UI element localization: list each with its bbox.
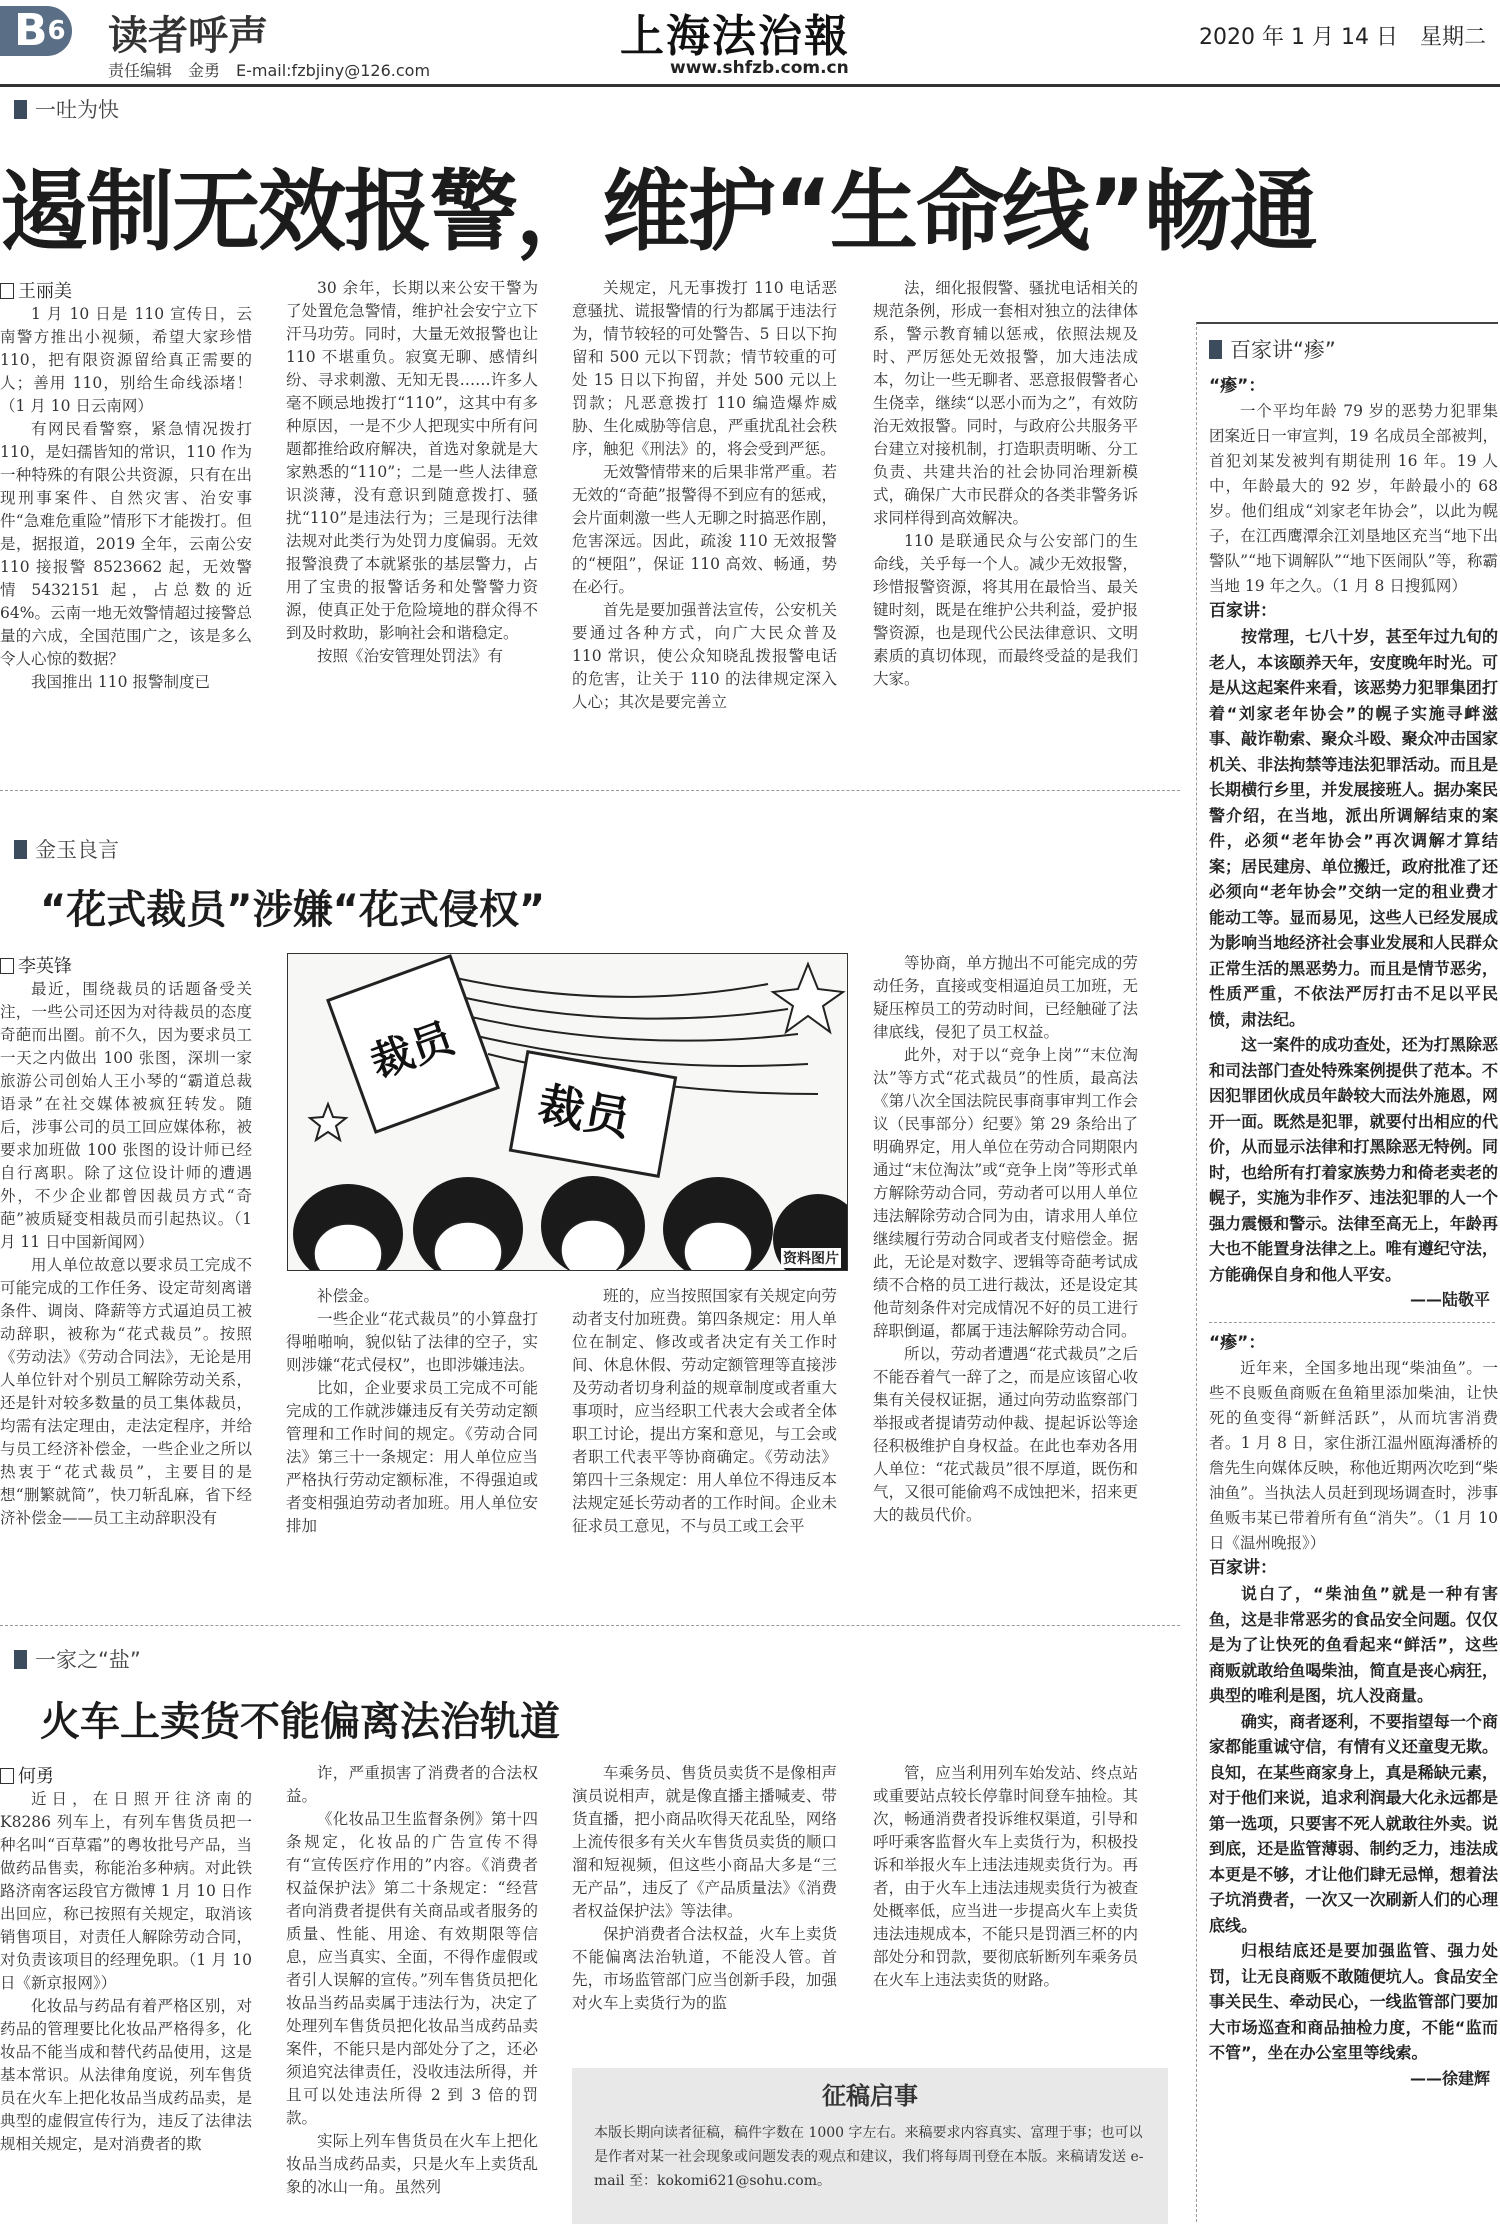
byline-box-icon xyxy=(0,958,14,974)
tag-square-icon xyxy=(1209,340,1222,359)
article2-headline: “花式裁员”涉嫌“花式侵权” xyxy=(40,887,546,933)
call-for-papers-box xyxy=(572,2068,1168,2224)
paragraph: 用人单位故意以要求员工完成不可能完成的工作任务、设定苛刻离谱条件、调岗、降薪等方式逼迫员工被动辞职，被称为“花式裁员”。按照《劳动法》《劳动合同法》，无论是用人单位针对个别员工解除劳动关系，还是针对较多数量的员工集体裁员，均需有法定理由，走法定程序，并给与员工经济补偿金，一些企业之所以热衷于“花式裁员”，主要目的是想“删繁就简”，快刀斩乱麻，省下经济补偿金——员工主动辞职没有 xyxy=(0,1256,252,1527)
paragraph: 110 是联通民众与公安部门的生命线，关乎每一个人。减少无效报警，珍惜报警资源，将其用在最恰当、最关键时刻，既是在维护公共利益，爱护报警资源，也是现代公民法律意识、文明素质的真切体现，而最终受益的是我们大家。 xyxy=(873,532,1138,688)
sign-left-text: 裁员 xyxy=(364,1012,460,1088)
article1-headline: 遏制无效报警，维护“生命线”畅通 xyxy=(0,160,1316,263)
sidebar-item2-signature: ——徐建辉 xyxy=(1409,2068,1490,2088)
paragraph: 我国推出 110 报警制度已 xyxy=(31,673,210,691)
paragraph: 归根结底还是要加强监管、强力处罚，让无良商贩不敢随便坑人。食品安全事关民生、牵动民心，一线监管部门要加大市场巡查和商品抽检力度，不能“监而不管”，坐在办公室里等线索。 xyxy=(1209,1941,1498,2062)
paragraph: 保护消费者合法权益，火车上卖货不能偏离法治轨道，不能没人管。首先，市场监管部门应当创新手段，加强对火车上卖货行为的监 xyxy=(572,1925,837,2012)
paragraph: 诈，严重损害了消费者的合法权益。 xyxy=(286,1764,538,1805)
section-title: 读者呼声 xyxy=(108,13,268,59)
paragraph: 一些企业“花式裁员”的小算盘打得啪啪响，貌似钻了法律的空子，实则涉嫌“花式侵权”，也即涉嫌违法。 xyxy=(286,1310,538,1374)
paragraph: 确实，商者逐利，不要指望每一个商家都能重诚守信，有情有义还童叟无欺。良知，在某些商家身上，真是稀缺元素，对于他们来说，追求利润最大化永远都是第一选项，只要害不死人就敢往外卖。说到底，还是监管薄弱、制约乏力，违法成本更是不够，才让他们肆无忌惮，想着法子坑消费者，一次又一次刷新人们的心理底线。 xyxy=(1209,1711,1498,1935)
sidebar-item2-label: “瘆”： xyxy=(1209,1333,1266,1353)
article3-col2-text xyxy=(286,1762,538,2199)
paragraph: 这一案件的成功查处，还为打黑除恶和司法部门查处特殊案例提供了范本。不因犯罪团伙成员年龄较大而法外施恩，网开一面。既然是犯罪，就要付出相应的代价，从而显示法律和打黑除恶无特例。同时，也给所有打着家族势力和倚老卖老的幌子，实施为非作歹、违法犯罪的人一个强力震慑和警示。法律至高无上，年龄再大也不能置身法律之上。唯有遵纪守法，方能确保自身和他人平安。 xyxy=(1209,1035,1498,1284)
paragraph: 近日，在日照开往济南的 K8286 列车上，有列车售货员把一种名叫“百草霜”的粤妆批号产品，当做药品售卖，称能治多种病。对此铁路济南客运段官方微博 1 月 10 日作出回应，称已按照有关规定，取消该销售项目，对责任人解除劳动合同，对负责该项目的经理免职。（1 月 10 日《新京报网》） xyxy=(0,1790,252,1992)
article2-col2-text xyxy=(286,1285,538,1538)
paragraph: 车乘务员、售货员卖货不是像相声演员说相声，就是像直播主播喊麦、带货直播，把小商品吹得天花乱坠，网络上流传很多有关火车售货员卖货的顺口溜和短视频，但这些小商品大多是“三无产品”，违反了《产品质量法》《消费者权益保护法》等法律。 xyxy=(572,1764,837,1920)
byline-box-icon xyxy=(0,283,14,299)
paragraph: 关规定，凡无事拨打 110 电话恶意骚扰、谎报警情的行为都属于违法行为，情节较轻的可处警告、5 日以下拘留和 500 元以下罚款；情节较重的可处 15 日以下拘留，并处 500 元以上罚款；凡恶意拨打 110 编造爆炸威胁、生化威胁等信息，严重扰乱社会秩序，触犯《刑法》的，将会受到严惩。 xyxy=(572,279,837,458)
article2-col3 xyxy=(572,1285,837,1598)
sidebar-item1-news: 一个平均年龄 79 岁的恶势力犯罪集团案近日一审宣判，19 名成员全部被判，首犯刘某发被判有期徒刑 16 年。19 人中，年龄最大的 92 岁，年龄最小的 68 岁。他们组成“刘家老年协会”，以此为幌子，在江西鹰潭余江刘垦地区充当“地下出警队”“地下调解队”“地下医闹队”等，称霸当地 19 年之久。（1 月 8 日搜狐网） xyxy=(1209,402,1498,595)
article2-col3-text xyxy=(572,1285,837,1538)
article3-headline: 火车上卖货不能偏离法治轨道 xyxy=(40,1699,560,1745)
paragraph: 1 月 10 日是 110 宣传日，云南警方推出小视频，希望大家珍惜 110，把有限资源留给真正需要的人；善用 110，别给生命线添堵！（1 月 10 日云南网） xyxy=(0,305,252,415)
issue-date: 2020 年 1 月 14 日 星期二 xyxy=(1199,25,1486,50)
article1-col3-text xyxy=(572,277,837,714)
paragraph: 补偿金。 xyxy=(317,1287,380,1305)
sidebar-divider xyxy=(1209,1322,1495,1323)
tag-square-icon xyxy=(14,840,27,859)
paragraph: 无效警情带来的后果非常严重。若无效的“奇葩”报警得不到应有的惩戒，会片面刺激一些人无聊之时搞恶作剧，危害深远。因此，疏浚 110 无效报警的“梗阻”，保证 110 高效、畅通，势在必行。 xyxy=(572,463,837,596)
paragraph: 班的，应当按照国家有关规定向劳动者支付加班费。第四条规定：用人单位在制定、修改或者决定有关工作时间、休息休假、劳动定额管理等直接涉及劳动者切身利益的规章制度或者重大事项时，应当经职工代表大会或者全体职工讨论，提出方案和意见，与工会或者职工代表平等协商确定。《劳动法》第四十三条规定：用人单位不得违反本法规定延长劳动者的工作时间。企业未征求员工意见，不与员工或工会平 xyxy=(572,1287,837,1535)
page-number-badge: B6 xyxy=(0,6,72,56)
paragraph: 最近，围绕裁员的话题备受关注，一些公司还因为对待裁员的态度奇葩而出圈。前不久，因为要求员工一天之内做出 100 张图，深圳一家旅游公司创始人王小琴的“霸道总裁语录”在社交媒体被疯狂转发。随后，涉事公司的员工回应媒体称，被要求加班做 100 张图的设计师已经自行离职。除了这位设计师的遭遇外，不少企业都曾因裁员方式“奇葩”被质疑变相裁员而引起热议。（1 月 11 日中国新闻网） xyxy=(0,980,252,1251)
paragraph: 说白了，“柴油鱼”就是一种有害鱼，这是非常恶劣的食品安全问题。仅仅是为了让快死的鱼看起来“鲜活”，这些商贩就敢给鱼喝柴油，简直是丧心病狂，典型的唯利是图，坑人没商量。 xyxy=(1209,1584,1498,1705)
sidebar-item2-news: 近年来，全国多地出现“柴油鱼”。一些不良贩鱼商贩在鱼箱里添加柴油，让快死的鱼变得“新鲜活跃”，从而坑害消费者。1 月 8 日，家住浙江温州瓯海潘桥的詹先生向媒体反映，称他近期两次吃到“柴油鱼”。当执法人员赶到现场调查时，涉事鱼贩韦某已带着所有鱼“消失”。（1 月 10 日《温州晚报》） xyxy=(1209,1359,1498,1552)
sidebar-item2-comment xyxy=(1209,1581,1498,2066)
article2-byline: 李英锋 xyxy=(0,952,72,978)
article1-col2 xyxy=(286,277,538,748)
article3-col4 xyxy=(873,1762,1138,2058)
article1-col4-text xyxy=(873,277,1138,691)
tag-square-icon xyxy=(14,100,27,119)
notice-title: 征稿启事 xyxy=(822,2082,918,2110)
illustration-caption: 资料图片 xyxy=(781,1248,841,1268)
sidebar-item2-comment-label: 百家讲： xyxy=(1209,1558,1277,1578)
article3-col1-text xyxy=(0,1788,252,2156)
newspaper-url[interactable]: www.shfzb.com.cn xyxy=(670,58,849,78)
illustration-svg xyxy=(288,954,848,1271)
sidebar-item1-label: “瘆”： xyxy=(1209,376,1266,396)
article2-col4-text xyxy=(873,952,1138,1527)
paragraph: 首先是要加强普法宣传，公安机关要通过各种方式，向广大民众普及 110 常识，使公众知晓乱拨报警电话的危害，让关于 110 的法律规定深入人心；其次是要完善立 xyxy=(572,601,837,711)
tag-square-icon xyxy=(14,1650,27,1669)
paragraph: 比如，企业要求员工完成不可能完成的工作就涉嫌违反有关劳动定额管理和工作时间的规定。《劳动合同法》第三十一条规定：用人单位应当严格执行劳动定额标准，不得强迫或者变相强迫劳动者加班。用人单位安排加 xyxy=(286,1379,538,1535)
article1-col3 xyxy=(572,277,837,748)
sidebar-tag: 百家讲“瘆” xyxy=(1209,334,1498,364)
paragraph: 等协商，单方抛出不可能完成的劳动任务，直接或变相逼迫员工加班，无疑压榨员工的劳动时间，已经触碰了法律底线，侵犯了员工权益。 xyxy=(873,954,1138,1041)
article2-col4 xyxy=(873,952,1138,1598)
sign-right-text: 裁员 xyxy=(534,1076,635,1147)
paragraph: 法，细化报假警、骚扰电话相关的规范条例，形成一套相对独立的法律体系，警示教育辅以惩戒，依照法规及时、严厉惩处无效报警，加大违法成本，勿让一些无聊者、恶意报假警者心生侥幸，继续“以恶小而为之”，有效防治无效报警。同时，与政府公共服务平台建立对接机制，打造职责明晰、分工负责、共建共治的社会协同治理新模式，确保广大市民群众的各类非警务诉求同样得到高效解决。 xyxy=(873,279,1138,527)
paragraph: 有网民看警察，紧急情况拨打 110，是妇孺皆知的常识，110 作为一种特殊的有限公共资源，只有在出现刑事案件、自然灾害、治安事件“急难危重险”情形下才能拨打。但是，据报道，2019 全年，云南公安 110 接报警 8523662 起，无效警情 5432151 起，占总数的近 64%。云南一地无效警情超过接警总量的六成，全国范围广之，该是多么令人心惊的数据？ xyxy=(0,420,252,668)
byline-box-icon xyxy=(0,1768,14,1784)
article2-col1 xyxy=(0,978,252,1598)
sidebar-item1-comment xyxy=(1209,624,1498,1287)
paragraph: 所以，劳动者遭遇“花式裁员”之后不能吞着气一辞了之，而是应该留心收集有关侵权证据，通过向劳动监察部门举报或者提请劳动仲裁、提起诉讼等途径积极维护自身权益。在此也奉劝各用人单位：“花式裁员”很不厚道，既伤和气，又很可能偷鸡不成蚀把米，招来更大的裁员代价。 xyxy=(873,1345,1138,1524)
article1-tag: 一吐为快 xyxy=(14,94,119,124)
star-icon xyxy=(310,1104,346,1140)
paragraph: 《化妆品卫生监督条例》第十四条规定，化妆品的广告宣传不得有“宣传医疗作用的”内容。《消费者权益保护法》第二十条规定：“经营者向消费者提供有关商品或者服务的质量、性能、用途、有效期限等信息，应当真实、全面，不得作虚假或者引人误解的宣传。”列车售货员把化妆品当药品卖属于违法行为，决定了处理列车售货员把化妆品当成药品卖案件，不能只是内部处分了之，还必须追究法律责任，没收违法所得，并且可以处违法所得 2 到 3 倍的罚款。 xyxy=(286,1810,538,2127)
article1-col1-text xyxy=(0,303,252,694)
article3-col1 xyxy=(0,1788,252,2224)
paragraph: 按常理，七八十岁，甚至年过九旬的老人，本该颐养天年，安度晚年时光。可是从这起案件来看，该恶势力犯罪集团打着“刘家老年协会”的幌子实施寻衅滋事、敲诈勒索、聚众斗殴、聚众冲击国家机关、非法拘禁等违法犯罪活动。而且是长期横行乡里，并发展接班人。据办案民警介绍，在当地，派出所调解结束的案件，必须“老年协会”再次调解才算结案；居民建房、单位搬迁，政府批准了还必须向“老年协会”交纳一定的租业费才能动工等。显而易见，这些人已经发展成为影响当地经济社会事业发展和人民群众正常生活的黑恶势力。而且是情节恶劣，性质严重，不依法严厉打击不足以平民愤，肃法纪。 xyxy=(1209,627,1498,1029)
article2-col1-text xyxy=(0,978,252,1530)
star-icon xyxy=(773,964,843,1032)
paragraph: 实际上列车售货员在火车上把化妆品当成药品卖，只是火车上卖货乱象的冰山一角。虽然列 xyxy=(286,2132,538,2196)
article1-col4 xyxy=(873,277,1138,748)
article1-byline: 王丽美 xyxy=(0,277,72,303)
article2-divider xyxy=(0,1625,1180,1626)
paragraph: 化妆品与药品有着严格区别，对药品的管理要比化妆品严格得多，化妆品不能当成和替代药品使用，这是基本常识。从法律角度说，列车售货员在火车上把化妆品当成药品卖，是典型的虚假宣传行为，违反了法律法规相关规定，是对消费者的欺 xyxy=(0,1997,252,2153)
header-rule xyxy=(0,84,1500,87)
paragraph: 30 余年，长期以来公安干警为了处置危急警情，维护社会安宁立下汗马功劳。同时，大量无效报警也让 110 不堪重负。寂寞无聊、感情纠纷、寻求刺激、无知无畏……许多人毫不顾忌地拨打“110”，这其中有多种原因，一是不少人把现实中所有问题都推给政府解决，首选对象就是大家熟悉的“110”；二是一些人法律意识淡薄，没有意识到随意拨打、骚扰“110”是违法行为；三是现行法律法规对此类行为处罚力度偏弱。无效报警浪费了本就紧张的基层警力，占用了宝贵的报警话务和处警警力资源，使真正处于危险境地的群众得不到及时救助，影响社会和谐稳定。 xyxy=(286,279,538,642)
editor-line: 责任编辑 金勇 E-mail:fzbjiny@126.com xyxy=(108,61,431,80)
article3-col3 xyxy=(572,1762,837,2058)
paragraph: 按照《治安管理处罚法》有 xyxy=(317,647,504,665)
layoff-illustration xyxy=(287,953,848,1271)
article3-col4-text xyxy=(873,1762,1138,1992)
sidebar-item1-comment-label: 百家讲： xyxy=(1209,601,1277,621)
article1-col2-text xyxy=(286,277,538,668)
article2-tag: 金玉良言 xyxy=(14,834,119,864)
paragraph: 管，应当利用列车始发站、终点站或重要站点较长停靠时间登车抽检。其次，畅通消费者投诉维权渠道，引导和呼吁乘客监督火车上卖货行为，积极投诉和举报火车上违法违规卖货行为。再者，由于火车上违法违规卖货行为被查处概率低，应当进一步提高火车上卖货违法违规成本，不能只是罚酒三杯的内部处分和罚款，要彻底斩断列车乘务员在火车上违法卖货的财路。 xyxy=(873,1764,1138,1989)
article3-tag: 一家之“盐” xyxy=(14,1644,141,1674)
article1-divider xyxy=(0,790,1180,791)
article3-col3-text xyxy=(572,1762,837,2015)
paragraph: 此外，对于以“竞争上岗”“末位淘汰”等方式“花式裁员”的性质，最高法《第八次全国法院民事商事审判工作会议（民事部分）纪要》第 29 条给出了明确界定，用人单位在劳动合同期限内通过“末位淘汰”或“竞争上岗”等形式单方解除劳动合同，劳动者可以用人单位违法解除劳动合同为由，请求用人单位继续履行劳动合同或者支付赔偿金。据此，无论是对数字、逻辑等奇葩考试成绩不合格的员工进行裁汰，还是设定其他苛刻条件对完成情况不好的员工进行辞职倒逼，都属于违法解除劳动合同。 xyxy=(873,1046,1138,1340)
sidebar-item1-signature: ——陆敬平 xyxy=(1409,1290,1490,1309)
article1-col1 xyxy=(0,303,252,748)
sidebar-column xyxy=(1196,322,1498,2222)
article3-byline: 何勇 xyxy=(0,1762,54,1788)
article3-col2 xyxy=(286,1762,538,2224)
article2-col2 xyxy=(286,1285,538,1598)
newspaper-logo: 上海法治報 xyxy=(620,11,850,62)
notice-body: 本版长期向读者征稿，稿件字数在 1000 字左右。来稿要求内容真实、富理于事；也可以是作者对某一社会现象或问题发表的观点和建议，我们将每周刊登在本版。来稿请发送 e-mail 至：kokomi621@sohu.com。 xyxy=(594,2125,1144,2189)
